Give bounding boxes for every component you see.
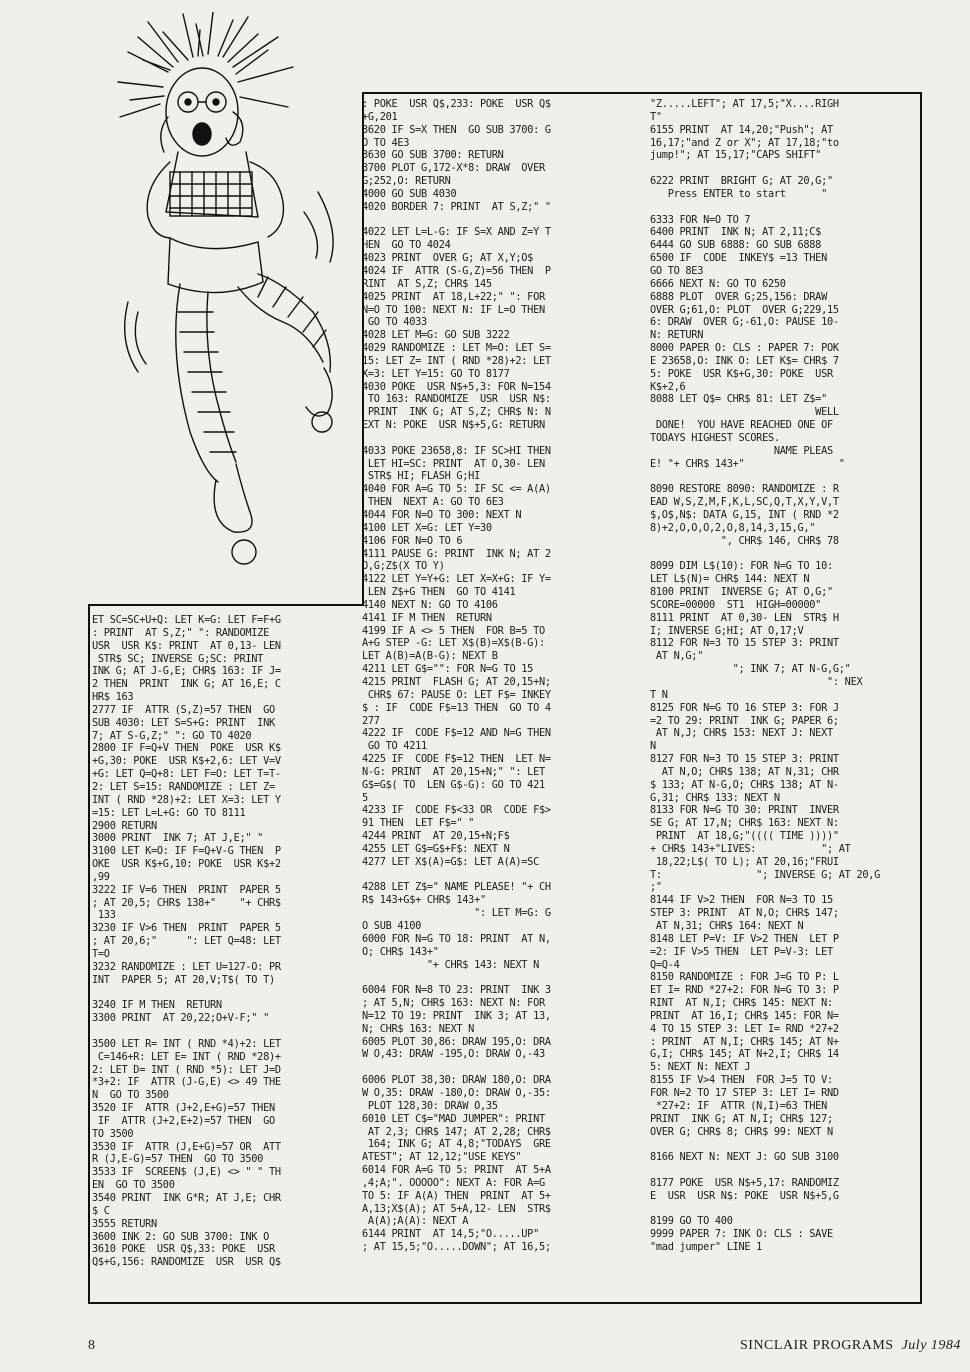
issue-date: July 1984 — [901, 1338, 961, 1353]
listing-column-1: ET SC=SC+U+Q: LET K=G: LET F=F+G : PRINT AT S,Z;" ": RANDOMIZE USR USR K$: PRINT AT 0,13- LEN STR$ SC; INVERSE G;SC: PRINT INK G; AT J-G,E; CHR$ 163: IF J= 2 THEN PRINT INK G; AT 16,E; C HR$ 163 2777 IF ATTR (S,Z)=57 THEN GO SUB 4030: LET S=S+G: PRINT INK 7; AT S-G,Z;" ": GO TO 4020 2800 IF F=Q+V THEN POKE USR K$ +G,30: POKE USR K$+2,6: LET V=V +G: LET Q=Q+8: LET F=O: LET T=T- 2: LET S=15: RANDOMIZE : LET Z= INT ( RND *28)+2: LET X=3: LET Y =15: LET L=L+G: GO TO 8111 2900 RETURN 3000 PRINT INK 7; AT J,E;" " 3100 LET K=O: IF F=Q+V-G THEN P OKE USR K$+G,10: POKE USR K$+2 ,99 3222 IF V=6 THEN PRINT PAPER 5 ; AT 20,5; CHR$ 138+" "+ CHR$ 133 3230 IF V>6 THEN PRINT PAPER 5 ; AT 20,6;" ": LET Q=48: LET T=O 3232 RANDOMIZE : LET U=127-O: PR INT PAPER 5; AT 20,V;T$( TO T) 3240 IF M THEN RETURN 3300 PRINT AT 20,22;O+V-F;" " 3500 LET R= INT ( RND *4)+2: LET C=146+R: LET E= INT ( RND *28)+ 2: LET D= INT ( RND *5): LET J=D *3+2: IF ATTR (J-G,E) <> 49 THE N GO TO 3500 3520 IF ATTR (J+2,E+G)=57 THEN IF ATTR (J+2,E+2)=57 THEN GO TO 3500 3530 IF ATTR (J,E+G)=57 OR ATT R (J,E-G)=57 THEN GO TO 3500 3533 IF SCREEN$ (J,E) <> " " TH EN GO TO 3500 3540 PRINT INK G*R; AT J,E; CHR $ C 3555 RETURN 3600 INK 2: GO SUB 3700: INK O 3610 POKE USR Q$,33: POKE USR Q$+G,156: RANDOMIZE USR USR Q$ — [92, 614, 281, 1269]
listing-column-2: : POKE USR Q$,233: POKE USR Q$ +G,201 3620 IF S=X THEN GO SUB 3700: G O TO 4E3 3630 GO SUB 3700: RETURN 3700 PLOT G,172-X*8: DRAW OVER G;252,O: RETURN 4000 GO SUB 4030 4020 BORDER 7: PRINT AT S,Z;" " 4022 LET L=L-G: IF S=X AND Z=Y T HEN GO TO 4024 4023 PRINT OVER G; AT X,Y;O$ 4024 IF ATTR (S-G,Z)=56 THEN P RINT AT S,Z; CHR$ 145 4025 PRINT AT 18,L+22;" ": FOR N=O TO 100: NEXT N: IF L=O THEN GO TO 4033 4028 LET M=G: GO SUB 3222 4029 RANDOMIZE : LET M=O: LET S= 15: LET Z= INT ( RND *28)+2: LET X=3: LET Y=15: GO TO 8177 4030 POKE USR N$+5,3: FOR N=154 TO 163: RANDOMIZE USR USR N$: PRINT INK G; AT S,Z; CHR$ N: N EXT N: POKE USR N$+5,G: RETURN 4033 POKE 23658,8: IF SC>HI THEN LET HI=SC: PRINT AT O,30- LEN STR$ HI; FLASH G;HI 4040 FOR A=G TO 5: IF SC <= A(A) THEN NEXT A: GO TO 6E3 4044 FOR N=O TO 300: NEXT N 4100 LET X=G: LET Y=30 4106 FOR N=O TO 6 4111 PAUSE G: PRINT INK N; AT 2 O,G;Z$(X TO Y) 4122 LET Y=Y+G: LET X=X+G: IF Y= LEN Z$+G THEN GO TO 4141 4140 NEXT N: GO TO 4106 4141 IF M THEN RETURN 4199 IF A <> 5 THEN FOR B=5 TO A+G STEP -G: LET X$(B)=X$(B-G): LET A(B)=A(B-G): NEXT B 4211 LET G$="": FOR N=G TO 15 4215 PRINT FLASH G; AT 20,15+N; CHR$ 67: PAUSE O: LET F$= INKEY $ : IF CODE F$=13 THEN GO TO 4 277 4222 IF CODE F$=12 AND N=G THEN GO TO 4211 4225 IF CODE F$=12 THEN LET N= N-G: PRINT AT 20,15+N;" ": LET G$=G$( TO LEN G$-G): GO TO 421 5 4233 IF CODE F$<33 OR CODE F$> 91 THEN LET F$=" " 4244 PRINT AT 20,15+N;F$ 4255 LET G$=G$+F$: NEXT N 4277 LET X$(A)=G$: LET A(A)=SC 4288 LET Z$=" NAME PLEASE! "+ CH R$ 143+G$+ CHR$ 143+" ": LET M=G: G O SUB 4100 6000 FOR N=G TO 18: PRINT AT N, O; CHR$ 143+" "+ CHR$ 143: NEXT N 6004 FOR N=8 TO 23: PRINT INK 3 ; AT 5,N; CHR$ 163: NEXT N: FOR N=12 TO 19: PRINT INK 3; AT 13, N; CHR$ 163: NEXT N 6005 PLOT 30,86: DRAW 195,O: DRA W O,43: DRAW -195,O: DRAW O,-43 6006 PLOT 38,30: DRAW 180,O: DRA W O,35: DRAW -180,O: DRAW O,-35: PLOT 128,30: DRAW O,35 6010 LET C$="MAD JUMPER": PRINT AT 2,3; CHR$ 147; AT 2,28; CHR$ 164; INK G; AT 4,8;"TODAYS GRE ATEST"; AT 12,12;"USE KEYS" 6014 FOR A=G TO 5: PRINT AT 5+A ,4;A;". OOOOO": NEXT A: FOR A=G TO 5: IF A(A) THEN PRINT AT 5+ A,13;X$(A); AT 5+A,12- LEN STR$ A(A);A(A): NEXT A 6144 PRINT AT 14,5;"O.....UP" ; AT 15,5;"O.....DOWN"; AT 16,5; — [362, 98, 551, 1254]
mad-jumper-illustration — [108, 12, 348, 602]
magazine-name: SINCLAIR PROGRAMS — [740, 1338, 894, 1353]
listing-column-3: "Z.....LEFT"; AT 17,5;"X....RIGH T" 6155 PRINT AT 14,20;"Push"; AT 16,17;"and Z or X"; AT 17,18;"to jump!"; AT 15,17;"CAPS SHIFT" 6222 PRINT BRIGHT G; AT 20,G;" Press ENTER to start " 6333 FOR N=O TO 7 6400 PRINT INK N; AT 2,11;C$ 6444 GO SUB 6888: GO SUB 6888 6500 IF CODE INKEY$ =13 THEN GO TO 8E3 6666 NEXT N: GO TO 6250 6888 PLOT OVER G;25,156: DRAW OVER G;61,O: PLOT OVER G;229,15 6: DRAW OVER G;-61,O: PAUSE 10- N: RETURN 8000 PAPER O: CLS : PAPER 7: POK E 23658,O: INK O: LET K$= CHR$ 7 5: POKE USR K$+G,30: POKE USR K$+2,6 8088 LET Q$= CHR$ 81: LET Z$=" WELL DONE! YOU HAVE REACHED ONE OF TODAYS HIGHEST SCORES. NAME PLEAS E! "+ CHR$ 143+" " 8090 RESTORE 8090: RANDOMIZE : R EAD W,S,Z,M,F,K,L,SC,Q,T,X,Y,V,T $,O$,N$: DATA G,15, INT ( RND *2 8)+2,O,O,O,2,O,8,14,3,15,G," ", CHR$ 146, CHR$ 78 8099 DIM L$(10): FOR N=G TO 10: LET L$(N)= CHR$ 144: NEXT N 8100 PRINT INVERSE G; AT O,G;" SCORE=00000 ST1 HIGH=00000" 8111 PRINT AT 0,30- LEN STR$ H I; INVERSE G;HI; AT O,17;V 8112 FOR N=3 TO 15 STEP 3: PRINT AT N,G;" "; INK 7; AT N-G,G;" ": NEX T N 8125 FOR N=G TO 16 STEP 3: FOR J =2 TO 29: PRINT INK G; PAPER 6; AT N,J; CHR$ 153: NEXT J: NEXT N 8127 FOR N=3 TO 15 STEP 3: PRINT AT N,O; CHR$ 138; AT N,31; CHR $ 133; AT N-G,O; CHR$ 138; AT N- G,31; CHR$ 133: NEXT N 8133 FOR N=G TO 30: PRINT INVER SE G; AT 17,N; CHR$ 163: NEXT N: PRINT AT 18,G;"(((( TIME ))))" + CHR$ 143+"LIVES: "; AT 18,22;L$( TO L); AT 20,16;"FRUI T: "; INVERSE G; AT 20,G ;" 8144 IF V>2 THEN FOR N=3 TO 15 STEP 3: PRINT AT N,O; CHR$ 147; AT N,31; CHR$ 164: NEXT N 8148 LET P=V: IF V>2 THEN LET P =2: IF V>5 THEN LET P=V-3: LET Q=Q-4 8150 RANDOMIZE : FOR J=G TO P: L ET I= RND *27+2: FOR N=G TO 3: P RINT AT N,I; CHR$ 145: NEXT N: PRINT AT 16,I; CHR$ 145: FOR N= 4 TO 15 STEP 3: LET I= RND *27+2 : PRINT AT N,I; CHR$ 145; AT N+ G,I; CHR$ 145; AT N+2,I; CHR$ 14 5: NEXT N: NEXT J 8155 IF V>4 THEN FOR J=5 TO V: FOR N=2 TO 17 STEP 3: LET I= RND *27+2: IF ATTR (N,I)=63 THEN PRINT INK G; AT N,I; CHR$ 127; OVER G; CHR$ 8; CHR$ 99: NEXT N 8166 NEXT N: NEXT J: GO SUB 3100 8177 POKE USR N$+5,17: RANDOMIZ E USR USR N$: POKE USR N$+5,G 8199 GO TO 400 9999 PAPER 7: INK O: CLS : SAVE "mad jumper" LINE 1 — [650, 98, 881, 1254]
frame-left-rule-bottom — [88, 604, 90, 1304]
page-number: 8 — [88, 1338, 96, 1353]
frame-bottom-rule — [88, 1302, 922, 1304]
frame-step-rule — [88, 604, 364, 606]
footer-credit — [740, 1338, 961, 1354]
